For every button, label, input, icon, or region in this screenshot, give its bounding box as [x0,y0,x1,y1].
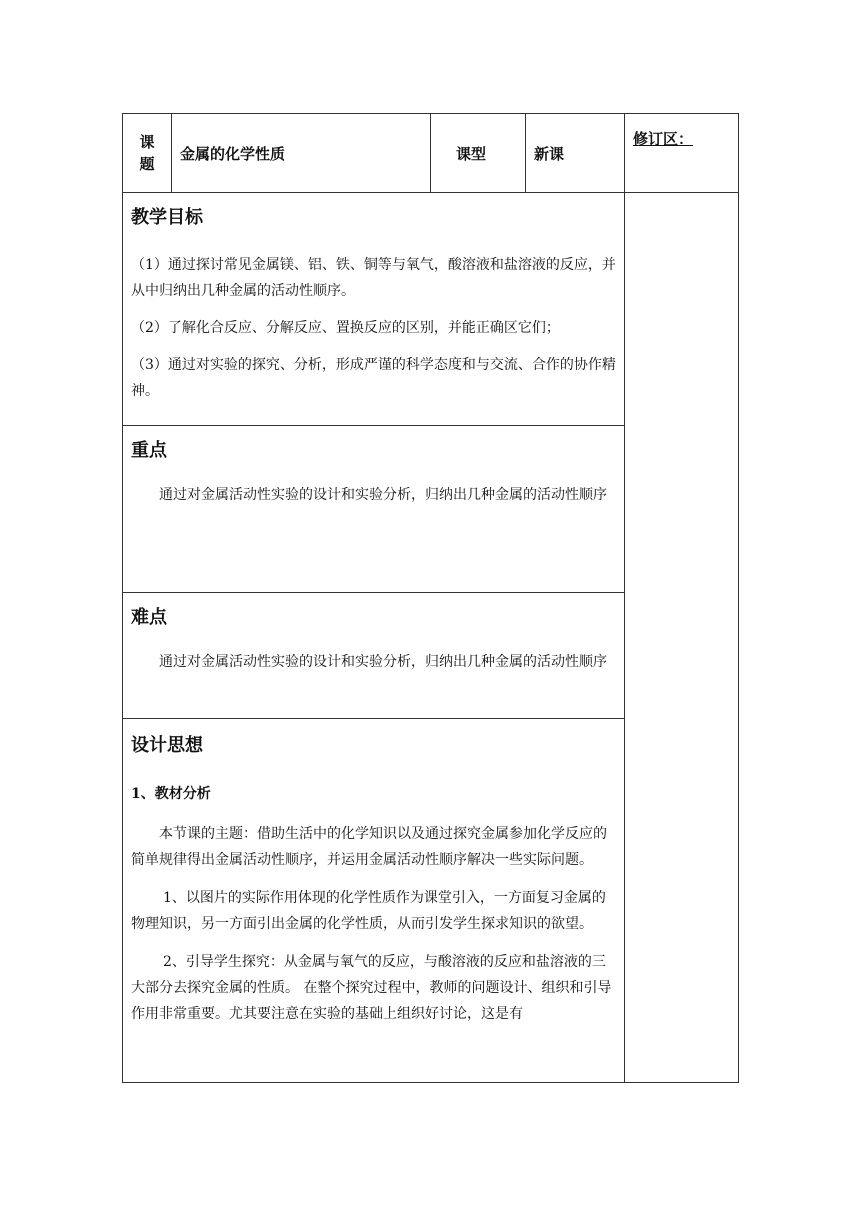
design-paragraph-1: 本节课的主题：借助生活中的化学知识以及通过探究金属参加化学反应的简单规律得出金属活动性顺序，并运用金属活动性顺序解决一些实际问题。 [131,826,607,868]
difficulty-heading: 难点 [131,607,167,628]
objective-item-2: （2）了解化合反应、分解反应、置换反应的区别，并能正确区它们； [131,320,560,336]
lesson-plan-table [122,113,739,1083]
design-content [123,719,624,1082]
topic-label-cell [123,114,172,193]
objective-item-1: （1）通过探讨常见金属镁、铝、铁、铜等与氧气，酸溶液和盐溶液的反应，并从中归纳出几种金属的活动性顺序。 [131,257,616,299]
difficulty-section [123,593,625,719]
revision-area-label: 修订区： [633,130,694,148]
keypoint-heading: 重点 [131,440,167,461]
revision-area-column [625,193,739,1083]
objective-item-3: （3）通过对实验的探究、分析，形成严谨的科学态度和与交流、合作的协作精神。 [131,357,616,399]
design-paragraph-3: 2、引导学生探究：从金属与氧气的反应，与酸溶液的反应和盐溶液的三大部分去探究金属的性质。 在整个探究过程中，教师的问题设计、组织和引导作用非常重要。尤其要注意在实验的基础上组织好讨论，这是有 [131,954,612,1022]
revision-area-header [625,114,739,193]
lesson-type-value: 新课 [526,114,625,193]
topic-label-line2: 题 [139,155,155,173]
header-row [123,114,739,193]
lesson-title: 金属的化学性质 [172,114,431,193]
design-paragraph-2: 1、以图片的实际作用体现的化学性质作为课堂引入，一方面复习金属的物理知识，另一方面引出金属的化学性质，从而引发学生探求知识的欲望。 [131,890,606,932]
objectives-row [123,193,739,426]
design-heading: 设计思想 [131,735,203,756]
objectives-section [123,193,625,426]
difficulty-text: 通过对金属活动性实验的设计和实验分析，归纳出几种金属的活动性顺序 [159,654,607,670]
design-subheading: 1、教材分析 [131,786,211,802]
objectives-heading: 教学目标 [131,207,203,228]
keypoint-text: 通过对金属活动性实验的设计和实验分析，归纳出几种金属的活动性顺序 [159,487,607,503]
design-section [123,719,625,1083]
keypoint-section [123,426,625,593]
topic-label-line1: 课 [139,133,155,151]
lesson-type-label: 课型 [431,114,526,193]
